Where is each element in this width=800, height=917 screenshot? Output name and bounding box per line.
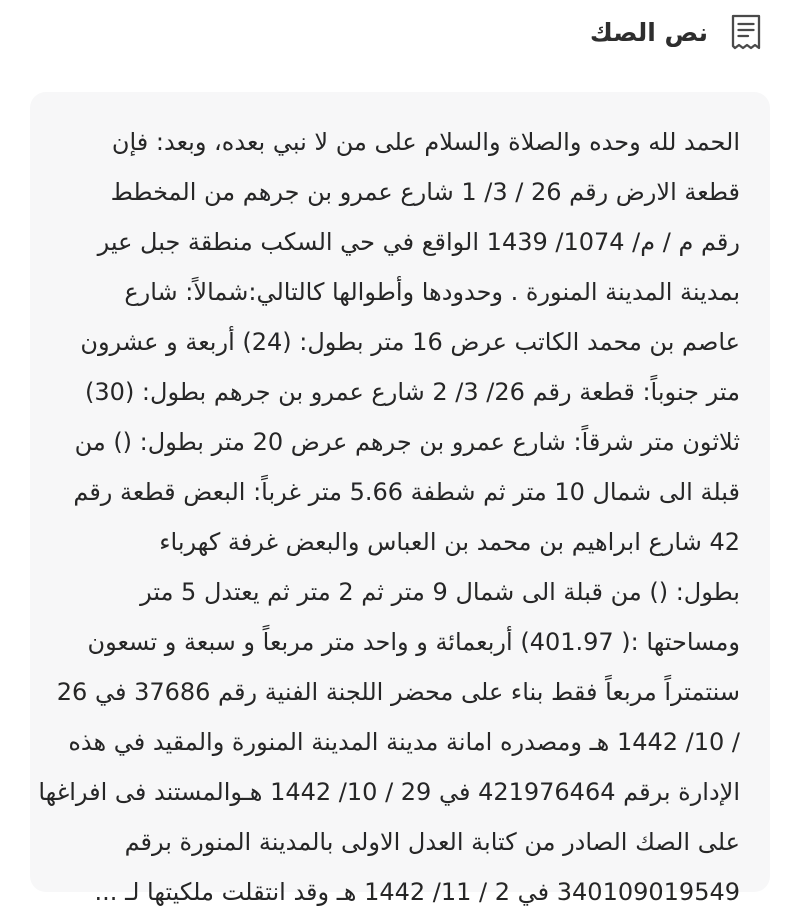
- deed-line: 340109019549 في 2 / 11/ 1442 هـ وقد انتقلت ملكيتها لـ ...: [94, 878, 740, 906]
- document-receipt-icon: [726, 12, 766, 52]
- deed-line: الحمد لله وحده والصلاة والسلام على من لا نبي بعده، وبعد: فإن: [111, 128, 740, 156]
- deed-line: ومساحتها :( 401.97) أربعمائة و واحد متر مربعاً و سبعة و تسعون: [87, 628, 740, 656]
- deed-line: بطول: () من قبلة الى شمال 9 متر ثم 2 متر ثم يعتدل 5 متر: [140, 578, 740, 606]
- deed-line: 42 شارع ابراهيم بن محمد بن العباس والبعض غرفة كهرباء: [159, 528, 740, 556]
- deed-line: متر جنوباً: قطعة رقم 26/ 3/ 2 شارع عمرو بن جرهم بطول: (30): [85, 378, 740, 406]
- deed-line: على الصك الصادر من كتابة العدل الاولى بالمدينة المنورة برقم: [124, 828, 740, 856]
- deed-text: [38, 117, 740, 917]
- deed-line: عاصم بن محمد الكاتب عرض 16 متر بطول: (24) أربعة و عشرون: [80, 328, 740, 356]
- deed-line: قبلة الى شمال 10 متر ثم شطفة 5.66 متر غرباً: البعض قطعة رقم: [73, 478, 740, 506]
- section-title: نص الصك: [589, 17, 708, 47]
- deed-line: سنتمتراً مربعاً فقط بناء على محضر اللجنة الفنية رقم 37686 في 26: [56, 678, 740, 706]
- section-header: [0, 0, 800, 64]
- deed-line: ثلاثون متر شرقاً: شارع عمرو بن جرهم عرض 20 متر بطول: () من: [74, 428, 740, 456]
- deed-line: الإدارة برقم 421976464 في 29 / 10/ 1442 هـوالمستند فى افراغها: [38, 778, 740, 806]
- deed-line: رقم م / م/ 1074/ 1439 الواقع في حي السكب منطقة جبل عير: [97, 228, 740, 256]
- deed-line: / 10/ 1442 هـ ومصدره امانة مدينة المدينة المنورة والمقيد في هذه: [68, 728, 740, 756]
- deed-line: بمدينة المدينة المنورة . وحدودها وأطوالها كالتالي:شمالاً: شارع: [124, 278, 740, 306]
- deed-line: قطعة الارض رقم 26 / 3/ 1 شارع عمرو بن جرهم من المخطط: [110, 178, 740, 206]
